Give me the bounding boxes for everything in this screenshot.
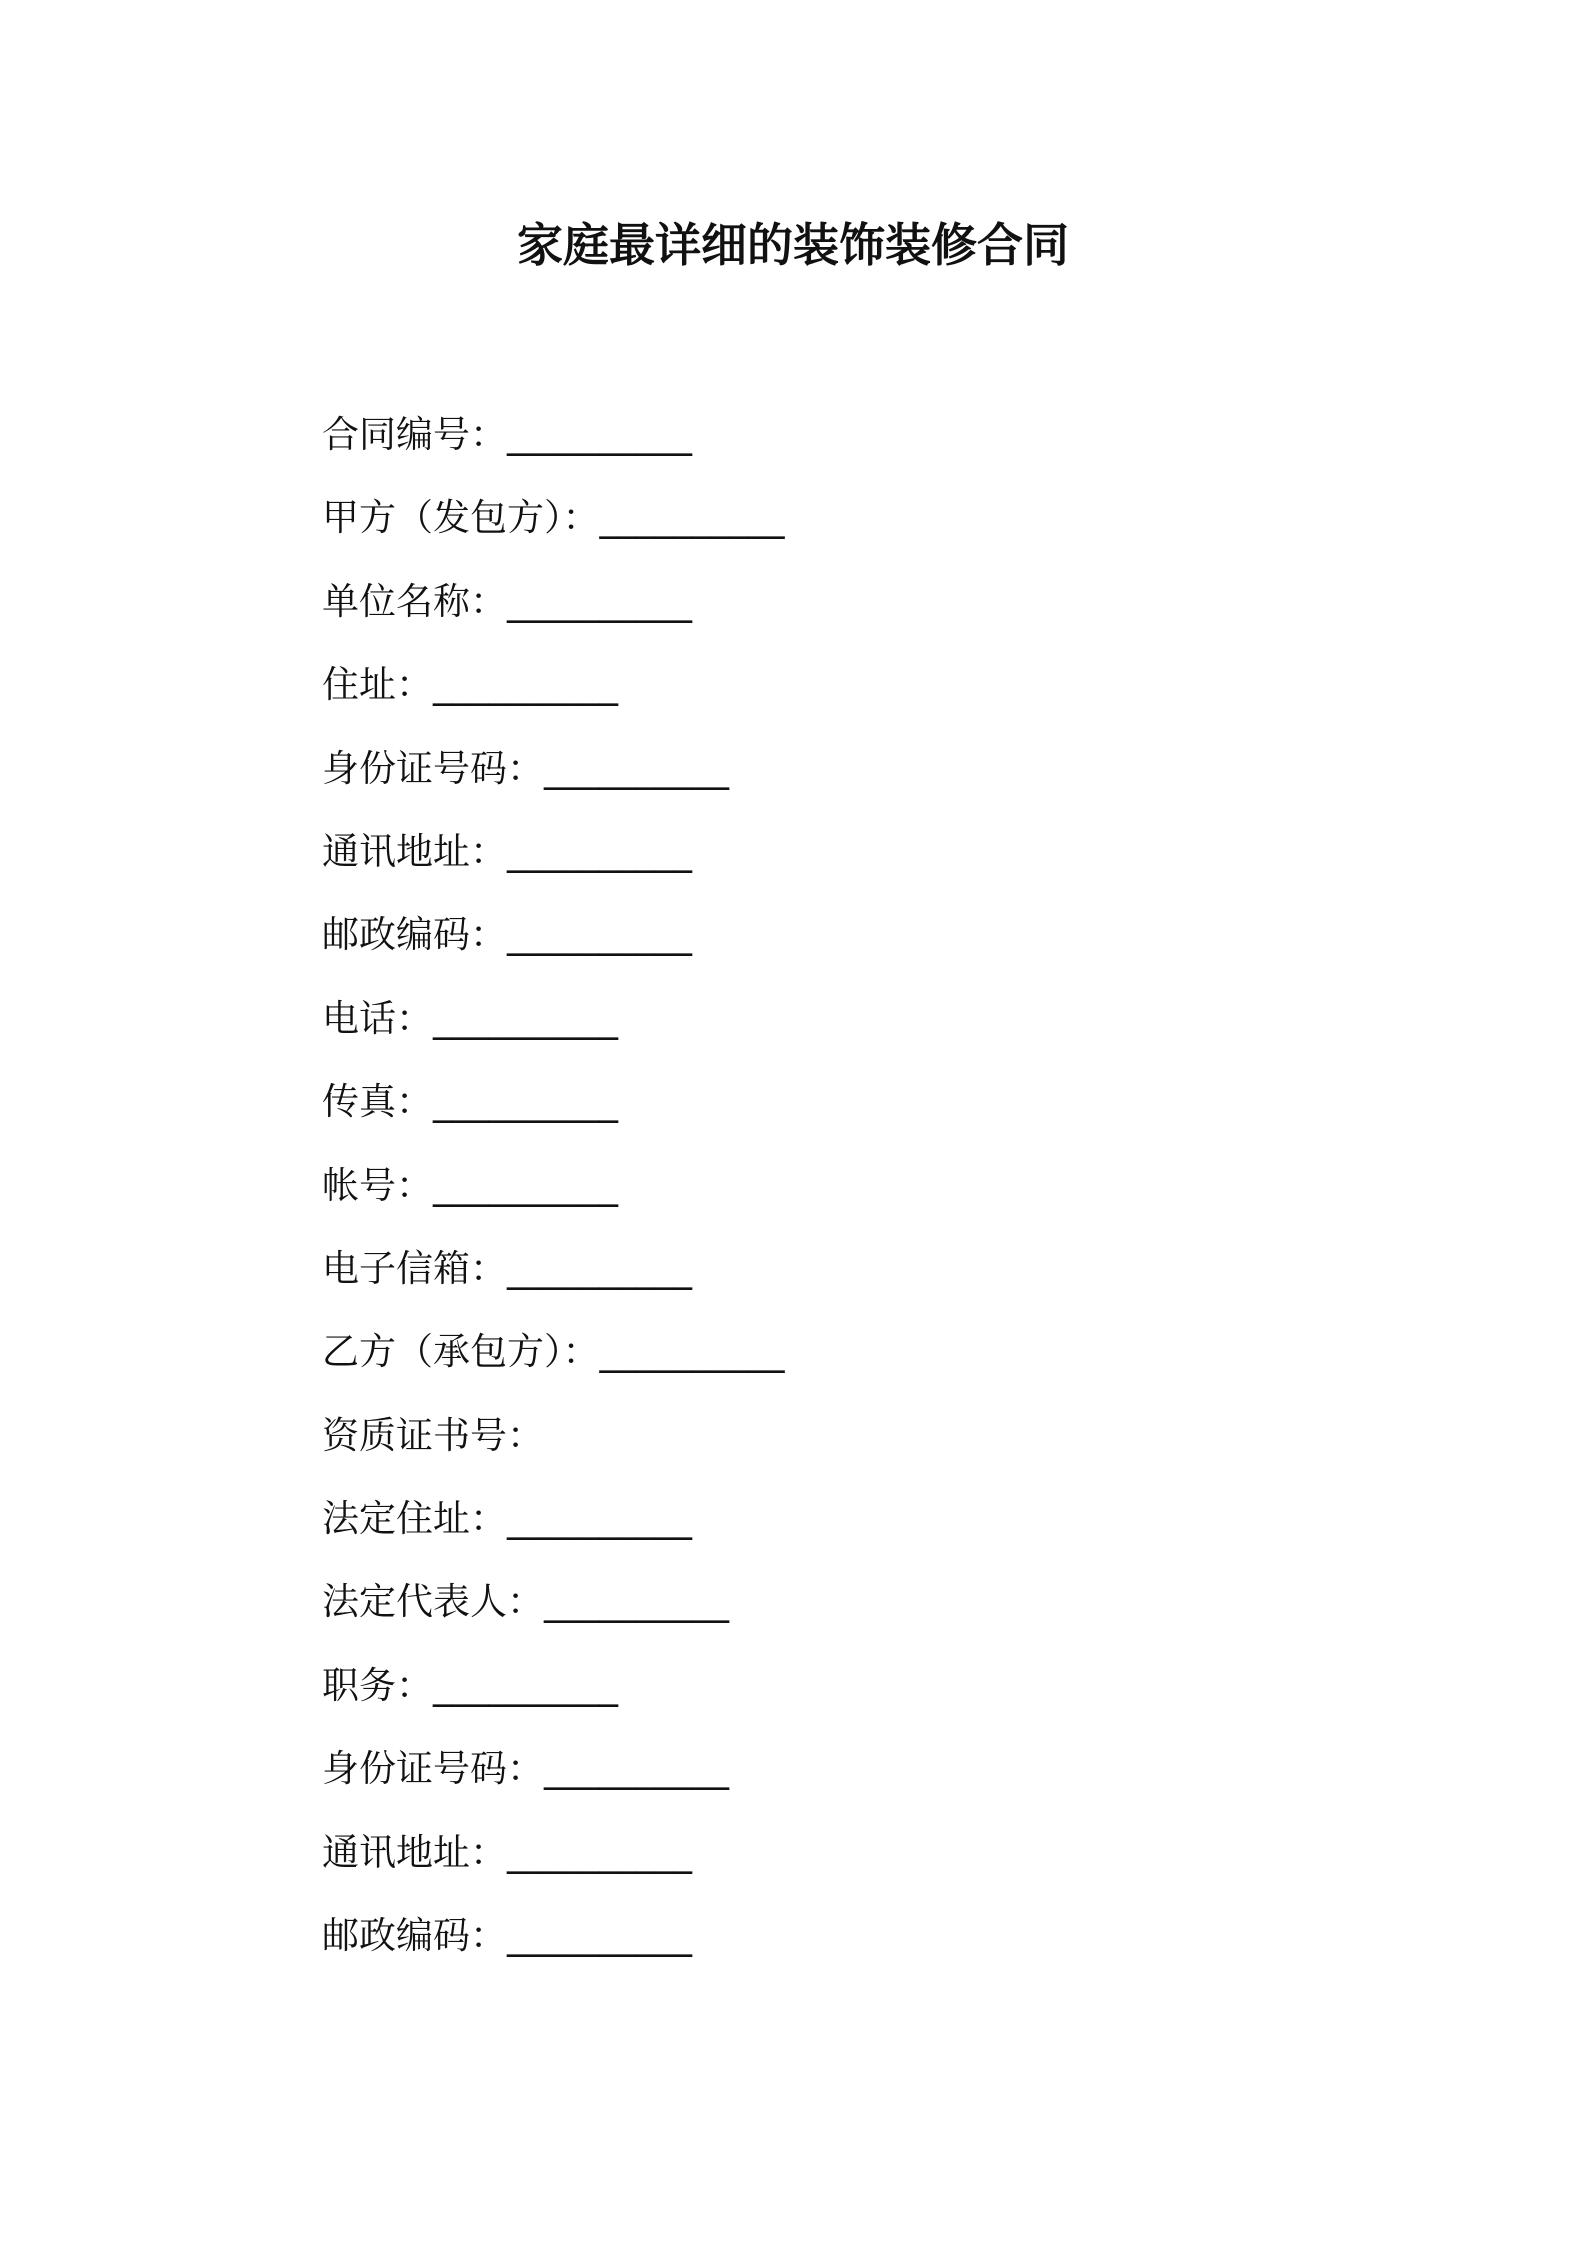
field-label: 通讯地址：: [322, 829, 507, 873]
field-account: [322, 1156, 1422, 1239]
field-id-number-a: [322, 739, 1422, 822]
field-blank: __________: [507, 829, 692, 873]
field-blank: __________: [507, 413, 692, 456]
field-label: 职务：: [322, 1663, 433, 1707]
contract-field-list: [322, 405, 1422, 1989]
field-blank: __________: [433, 1080, 618, 1124]
field-label: 邮政编码：: [322, 1914, 507, 1958]
field-blank: __________: [544, 746, 729, 790]
field-blank: __________: [433, 1663, 618, 1707]
field-blank: __________: [544, 1747, 729, 1791]
field-label: 传真：: [322, 1080, 433, 1124]
field-blank: __________: [507, 1914, 692, 1958]
field-label: 单位名称：: [322, 579, 507, 623]
field-blank: __________: [599, 496, 785, 540]
field-blank: __________: [507, 1830, 692, 1874]
field-label: 帐号：: [322, 1163, 433, 1207]
document-title: 家庭最详细的装饰装修合同: [517, 218, 1069, 272]
field-label: 通讯地址：: [322, 1830, 507, 1874]
field-label: 法定代表人：: [322, 1580, 544, 1624]
field-address: [322, 655, 1422, 738]
field-label: 资质证书号：: [322, 1413, 544, 1457]
field-blank: __________: [433, 996, 618, 1040]
field-label: 住址：: [322, 663, 433, 707]
field-legal-representative: [322, 1572, 1422, 1655]
field-label: 电话：: [322, 996, 433, 1040]
field-label: 乙方（承包方）：: [322, 1330, 600, 1374]
field-label: 甲方（发包方）：: [322, 496, 600, 540]
field-label: 合同编号：: [322, 413, 507, 456]
field-contract-number: [322, 405, 1422, 488]
field-blank: __________: [433, 663, 618, 707]
field-label: 法定住址：: [322, 1497, 507, 1541]
field-label: 邮政编码：: [322, 913, 507, 957]
field-mailing-address-b: [322, 1823, 1422, 1906]
field-blank: __________: [507, 1246, 692, 1290]
field-postal-code-a: [322, 905, 1422, 988]
field-qualification-cert: [322, 1406, 1422, 1489]
field-party-a: [322, 488, 1422, 571]
field-label: 身份证号码：: [322, 746, 544, 790]
field-label: 电子信箱：: [322, 1246, 507, 1290]
field-label: 身份证号码：: [322, 1747, 544, 1791]
field-mailing-address-a: [322, 822, 1422, 905]
field-legal-address: [322, 1489, 1422, 1572]
field-position: [322, 1656, 1422, 1739]
field-id-number-b: [322, 1739, 1422, 1822]
field-email: [322, 1239, 1422, 1322]
field-blank: __________: [507, 579, 692, 623]
field-blank: __________: [599, 1330, 785, 1374]
field-fax: [322, 1072, 1422, 1155]
field-party-b: [322, 1322, 1422, 1405]
field-phone: [322, 989, 1422, 1072]
field-blank: __________: [507, 913, 692, 957]
field-blank: __________: [507, 1497, 692, 1541]
field-postal-code-b: [322, 1906, 1422, 1989]
field-blank: __________: [544, 1580, 729, 1624]
field-unit-name: [322, 572, 1422, 655]
field-blank: __________: [433, 1163, 618, 1207]
